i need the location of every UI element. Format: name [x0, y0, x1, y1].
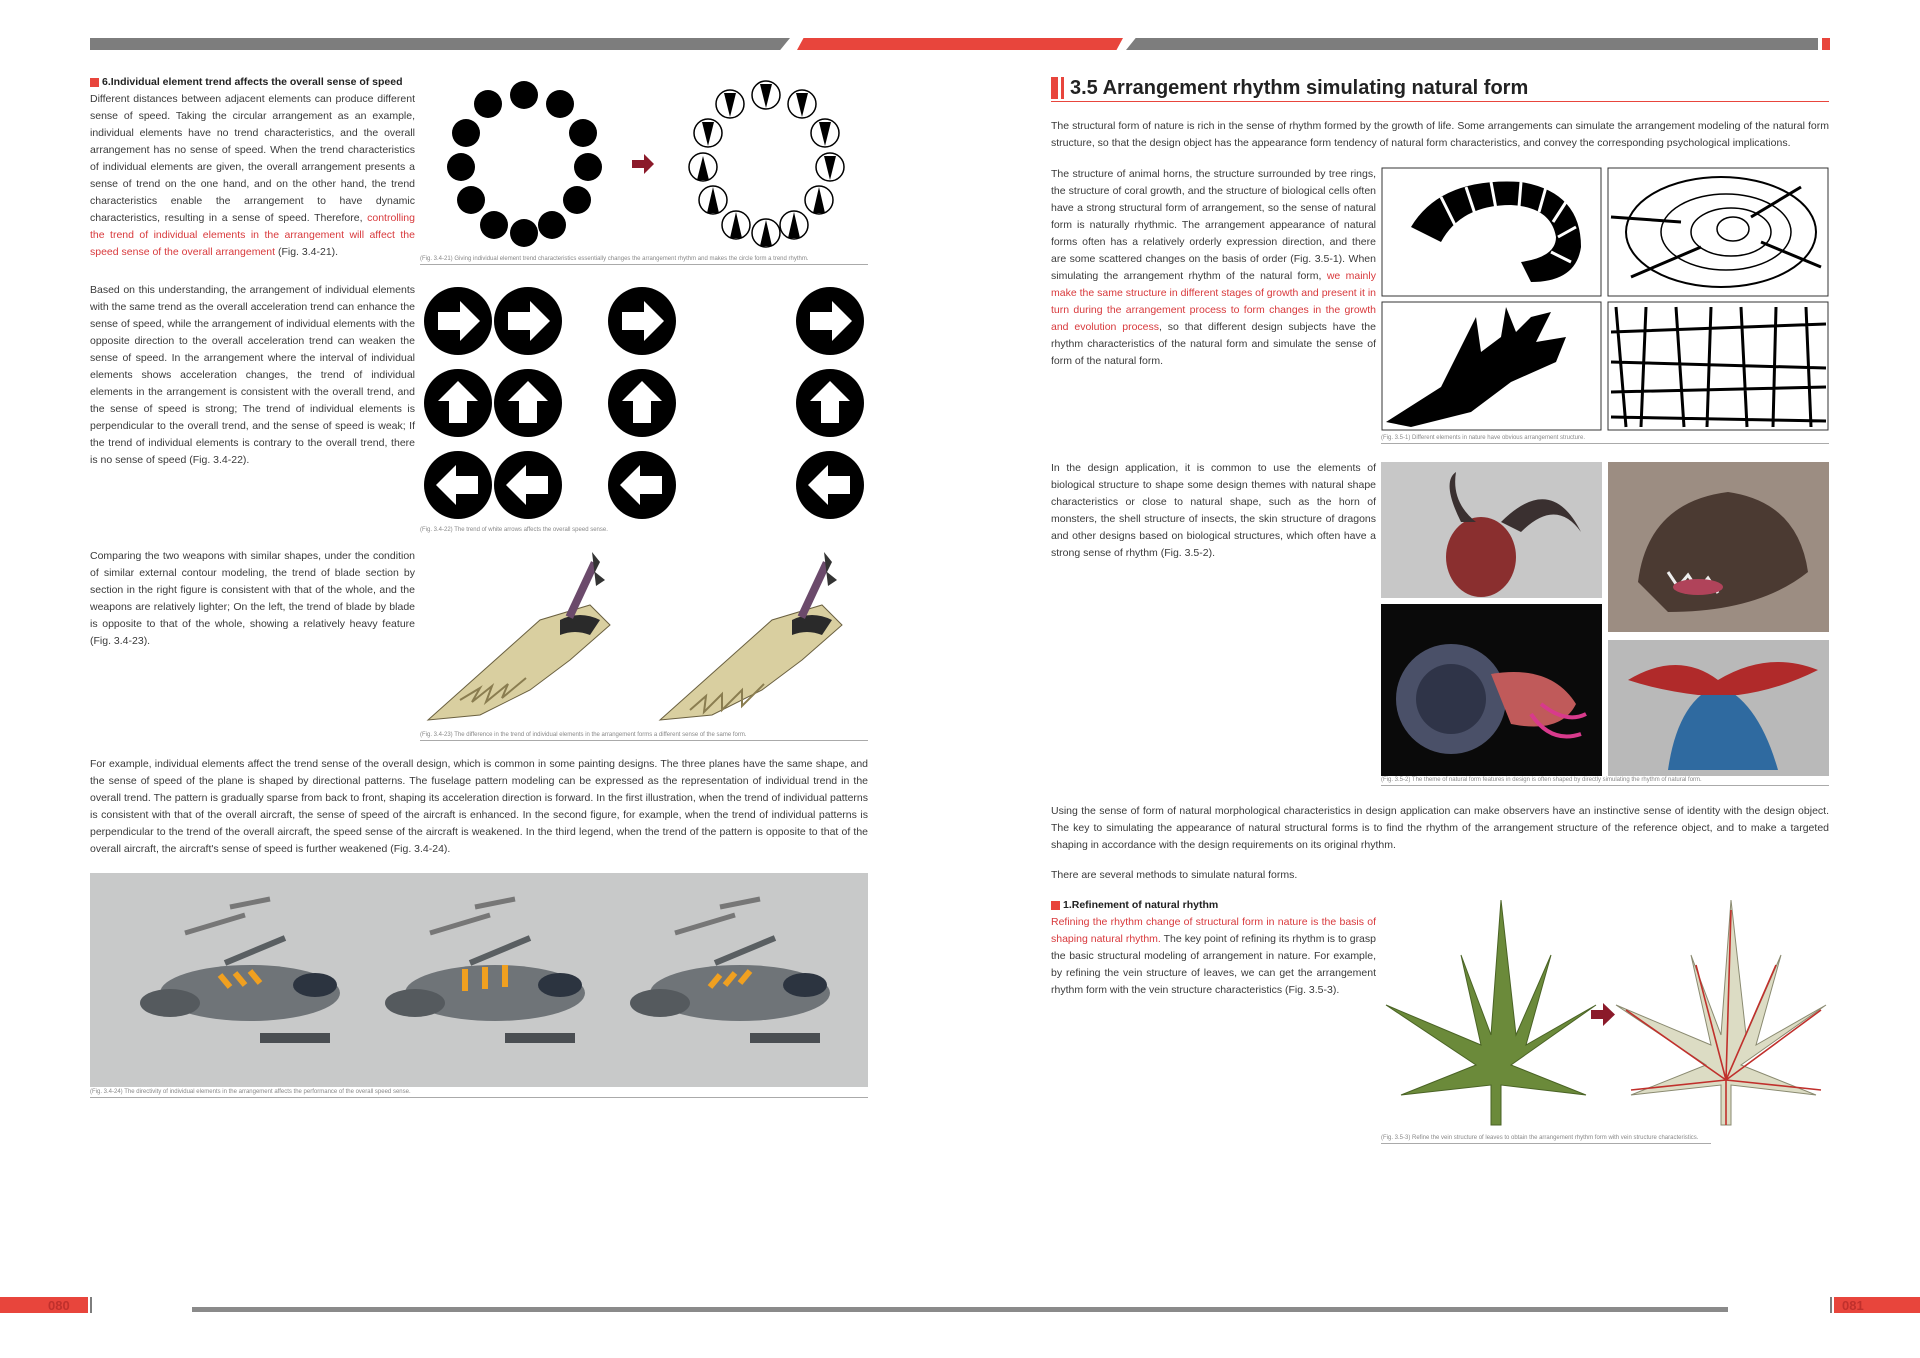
- horn-structure-illustration: [1382, 168, 1601, 296]
- horned-monster-image: [1381, 462, 1602, 598]
- footer-red-bar-left: [0, 1297, 88, 1313]
- weapon-left-illustration: [428, 552, 610, 720]
- footer-divider-right: [1830, 1297, 1832, 1313]
- paragraph-intro: The structural form of nature is rich in the sense of rhythm formed by the growth of life. Some arrangements can simulate the arrangement modeling of the natural form structure, so that the design object has the appearance form tendency of natural form characteristics, and convey the corresponding psychological implications.: [1051, 120, 1829, 149]
- top-bar-gray-right: [1126, 38, 1818, 50]
- figure-caption: (Fig. 3.5-2) The theme of natural form features in design is often shaped by directly simulating the rhythm of natural form.: [1381, 776, 1829, 786]
- figure-caption: (Fig. 3.4-22) The trend of white arrows affects the overall speed sense.: [420, 526, 868, 535]
- circle-ring-plain: [447, 81, 602, 247]
- arrow-row-left: [424, 451, 864, 519]
- aircraft-illustration-3: [630, 899, 830, 1043]
- leaf-photo-illustration: [1386, 900, 1596, 1125]
- leaf-vein-illustration: [1616, 900, 1826, 1125]
- arrow-right-icon: [632, 154, 654, 174]
- figure-leaves: [1381, 895, 1829, 1145]
- top-bar-red-end: [1822, 38, 1830, 50]
- title-marker-icon: [1051, 77, 1058, 99]
- figure-arrow-circles: [420, 285, 868, 535]
- paragraph-text: The structure of animal horns, the structure surrounded by tree rings, the structure of coral growth, and the structure of biological cells often have a strong structural form of arrangement, so the sense of natural form is naturally rhythmic. The arrangement appearance of natural forms often has a relatively orderly expression direction, and there are some scattered changes on the basis of order (Fig. 3.5-1). When simulating the arrangement rhythm of the natural form,: [1051, 168, 1376, 282]
- paragraph-text: Different distances between adjacent elements can produce different sense of speed. Taking the circular arrangement as an example, individual elements have no trend characteristics, and the overall arrangement has no sense of speed. When the trend characteristics of individual elements are given, the overall arrangement presents a sense of trend on the one hand, and on the other hand, the trend characteristics enable the arrangement to have dynamic characteristics, resulting in a sense of speed. Therefore,: [90, 93, 415, 224]
- figure-caption: (Fig. 3.4-23) The difference in the trend of individual elements in the arrangement forms a different sense of the same form.: [420, 731, 868, 741]
- figure-creatures: [1381, 462, 1829, 787]
- aircraft-illustration-2: [385, 899, 585, 1043]
- paragraph-refinement: [1051, 914, 1376, 999]
- paragraph-planes: For example, individual elements affect the trend sense of the overall design, which is common in some painting designs. The three planes have the same shape, and the sense of speed of the plane is shaped by directional patterns. The fuselage pattern modeling can be expressed as the representation of individual trend in the overall trend. The pattern is gradually sparse from back to front, shaping its acceleration direction is forward. In the first illustration, when the trend of individual patterns is consistent with that of the overall aircraft, the sense of speed of the aircraft is enhanced. In the second figure, for example, when the trend of individual patterns is perpendicular to the trend of the overall aircraft, the speed sense of the aircraft is weakened. In the third legend, when the trend of the pattern is opposite to that of the overall aircraft, the aircraft's sense of speed is further weakened (Fig. 3.4-24).: [90, 758, 868, 855]
- blue-dragon-image: [1608, 640, 1829, 776]
- figure-aircraft: [90, 873, 868, 1101]
- top-bar-red-center: [797, 38, 1123, 50]
- top-bar-gray-left: [90, 38, 790, 50]
- paragraph-natural-structure: [1051, 166, 1376, 370]
- shell-creature-image: [1381, 604, 1602, 776]
- section-heading-6: 6.Individual element trend affects the overall sense of speed: [90, 76, 403, 88]
- paragraph-speed-intro: [90, 91, 415, 261]
- aircraft-panel: [90, 873, 868, 1087]
- paragraph-weapons: Comparing the two weapons with similar shapes, under the condition of similar external contour modeling, the trend of blade section by section in the right figure is consistent with that of the whole, and the weapons are relatively lighter; On the left, the trend of blade by blade is opposite to that of the whole, showing a relatively heavy feature (Fig. 3.4-23).: [90, 550, 415, 647]
- highlight-text: Refining the rhythm change of structural form in nature is the basis of shaping natural rhythm.: [1051, 916, 1376, 945]
- tree-rings-illustration: [1608, 168, 1828, 296]
- arrow-row-up: [424, 369, 864, 437]
- coral-structure-illustration: [1382, 302, 1601, 430]
- title-marker-icon: [1061, 77, 1064, 99]
- page-number-left: 080: [48, 1297, 70, 1313]
- section-title-bar: [1051, 75, 1829, 102]
- paragraph-methods: There are several methods to simulate natural forms.: [1051, 869, 1298, 881]
- figure-caption: (Fig. 3.4-24) The directivity of individual elements in the arrangement affects the performance of the overall speed sense.: [90, 1088, 868, 1098]
- page-title: 3.5 Arrangement rhythm simulating natural form: [1070, 76, 1529, 99]
- aircraft-illustration-1: [140, 899, 340, 1043]
- highlight-text: we mainly make the same structure in different stages of growth and present it in turn during the arrangement process to form changes in the growth and evolution process: [1051, 270, 1376, 333]
- figure-caption: (Fig. 3.5-3) Refine the vein structure of leaves to obtain the arrangement rhythm form with vein structure characteristics.: [1381, 1134, 1711, 1144]
- dragon-head-image: [1608, 462, 1829, 632]
- paragraph-text: (Fig. 3.4-21).: [275, 246, 339, 258]
- figure-caption: (Fig. 3.4-21) Giving individual element trend characteristics essentially changes the arrangement rhythm and makes the circle form a trend rhythm.: [420, 255, 868, 265]
- cell-structure-illustration: [1608, 302, 1828, 430]
- arrow-row-right: [424, 287, 864, 355]
- figure-caption: (Fig. 3.5-1) Different elements in nature have obvious arrangement structure.: [1381, 434, 1829, 444]
- footer-divider-left: [90, 1297, 92, 1313]
- subsection-heading-1: 1.Refinement of natural rhythm: [1051, 899, 1218, 911]
- figure-circle-arrangement: [420, 75, 868, 265]
- footer-gray-line: [192, 1307, 1728, 1312]
- circle-ring-trend: [689, 81, 844, 247]
- paragraph-acceleration: Based on this understanding, the arrangement of individual elements with the same trend as the overall acceleration trend can enhance the sense of speed, while the arrangement of individual elements with the opposite direction to the overall acceleration trend can weaken the sense of speed. In the arrangement where the interval of individual elements shows acceleration changes, the trend of individual elements in the arrangement is consistent with the overall trend, and the sense of speed is strong; The trend of individual elements is perpendicular to the overall trend, and the sense of speed is weak; If the trend of individual elements is contrary to the overall trend, there is no sense of speed (Fig. 3.4-22).: [90, 284, 415, 466]
- page-number-right: 081: [1842, 1297, 1864, 1313]
- paragraph-text: The key point of refining its rhythm is to grasp the basic structural modeling of arrangement in nature. For example, by refining the vein structure of leaves, we can get the arrangement rhythm form with the vein structure characteristics (Fig. 3.5-3).: [1051, 933, 1376, 996]
- figure-weapons: [420, 550, 868, 742]
- weapon-right-illustration: [660, 552, 842, 720]
- paragraph-text: , so that different design subjects have the rhythm characteristics of the natural form and simulate the sense of form of the natural form.: [1051, 321, 1376, 367]
- paragraph-design-application: In the design application, it is common to use the elements of biological structure to shape some design themes with natural shape characteristics or close to natural shape, such as the horn of monsters, the shell structure of insects, the skin structure of dragons and other designs based on biological structures, which often have a strong sense of rhythm (Fig. 3.5-2).: [1051, 462, 1376, 559]
- figure-natural-structures: [1381, 167, 1829, 445]
- paragraph-natural-morphology: Using the sense of form of natural morphological characteristics in design application can make observers have an instinctive sense of identity with the design object. The key to simulating the appearance of natural structural forms is to find the rhythm of the arrangement structure of the reference object, and to make a targeted shaping in accordance with the design requirements on its original rhythm.: [1051, 805, 1829, 851]
- highlight-text: controlling the trend of individual elements in the arrangement will affect the speed sense of the overall arrangement: [90, 212, 415, 258]
